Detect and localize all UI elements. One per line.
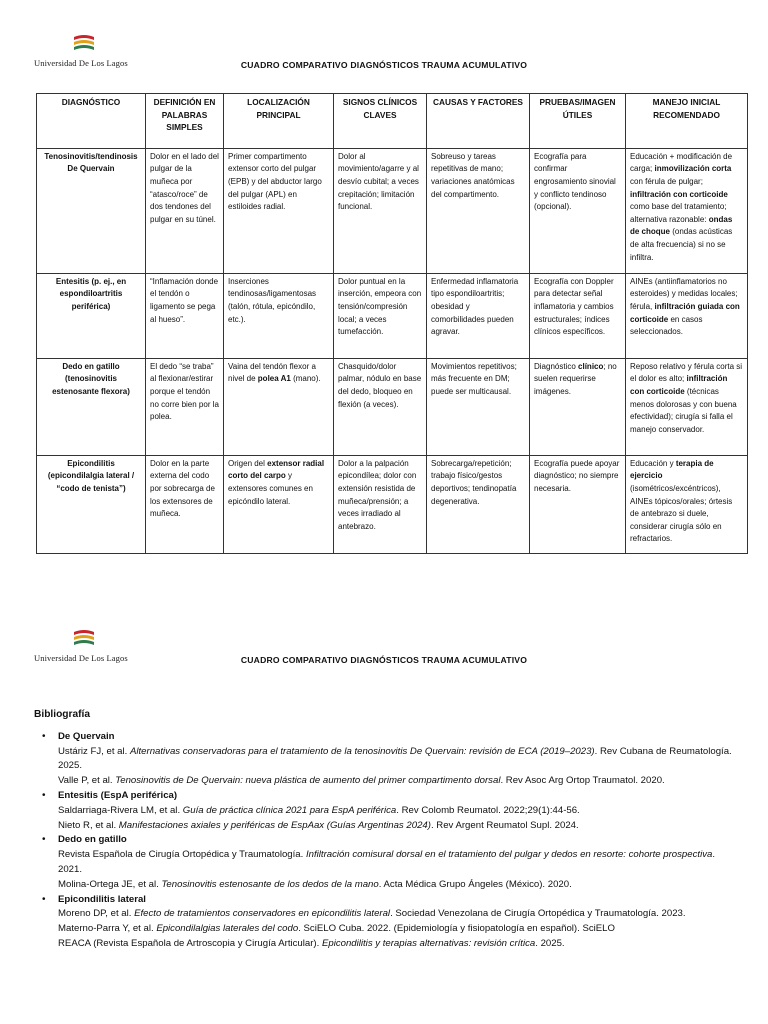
cell-localizacion: Vaina del tendón flexor a nivel de polea A1 (mano). <box>224 358 334 455</box>
bib-reference: Valle P, et al. Tenosinovitis de De Quervain: nueva plástica de aumento del primer compartimento dorsal. Rev Asoc Arg Ortop Traumatol. 2020. <box>58 775 665 787</box>
bib-group-name: • De Quervain <box>58 730 115 742</box>
cell-manejo: AINEs (antiinflamatorios no esteroides) y medidas locales; férula, infiltración guiada con corticoide en casos seleccionados. <box>626 273 748 358</box>
page-title: CUADRO COMPARATIVO DIAGNÓSTICOS TRAUMA ACUMULATIVO <box>240 655 528 665</box>
cell-causas: Movimientos repetitivos; más frecuente en DM; puede ser multicausal. <box>427 358 530 455</box>
cell-diagnostico: Entesitis (p. ej., en espondiloartritis periférica) <box>37 273 146 358</box>
list-item <box>58 833 734 892</box>
bib-reference: Materno-Parra Y, et al. Epicondilalgias laterales del codo. SciELO Cuba. 2022. (Epidemiología y fisiopatología en español). SciELO <box>58 923 615 935</box>
bib-reference: Ustáriz FJ, et al. Alternativas conservadoras para el tratamiento de la tenosinovitis De Quervain: revisión de ECA (2019–2023). Rev Cubana de Reumatología. 2025. <box>58 745 732 772</box>
cell-manejo: Educación + modificación de carga; inmovilización corta con férula de pulgar; infiltración con corticoide como base del tratamiento; alternativa razonable: ondas de choque (ondas acústicas de alta frecuencia) si no se infiltra. <box>626 148 748 273</box>
cell-signos: Dolor puntual en la inserción, empeora con tensión/compresión local; a veces tumefacción. <box>334 273 427 358</box>
table-row <box>37 148 748 273</box>
university-emblem-icon <box>72 32 96 56</box>
cell-diagnostico: Epicondilitis (epicondilalgia lateral / “codo de tenista”) <box>37 455 146 553</box>
bib-reference: REACA (Revista Española de Artroscopia y Cirugía Articular). Epicondilitis y terapias alternativas: revisión crítica. 2025. <box>58 937 565 949</box>
bib-reference: Molina-Ortega JE, et al. Tenosinovitis estenosante de los dedos de la mano. Acta Médica Grupo Ángeles (México). 2020. <box>58 878 572 890</box>
cell-manejo: Educación y terapia de ejercicio (isométricos/excéntricos), AINEs tópicos/orales; órtesis de antebrazo si duele, considerar cirugía sólo en refractarios. <box>626 455 748 553</box>
cell-diagnostico: Dedo en gatillo (tenosinovitis estenosante flexora) <box>37 358 146 455</box>
bibliography-section <box>34 708 734 952</box>
list-item <box>58 789 734 833</box>
col-header-causas: CAUSAS Y FACTORES <box>427 94 530 149</box>
cell-localizacion: Origen del extensor radial corto del carpo y extensores comunes en epicóndilo lateral. <box>224 455 334 553</box>
col-header-diagnostico: DIAGNÓSTICO <box>37 94 146 149</box>
bib-group-name: • Entesitis (EspA periférica) <box>58 789 178 801</box>
cell-definicion: Dolor en el lado del pulgar de la muñeca por “atasco/roce” de dos tendones del pulgar en su túnel. <box>146 148 224 273</box>
list-item <box>58 893 734 952</box>
cell-causas: Sobrecarga/repetición; trabajo físico/gestos deportivos; tendinopatía degenerativa. <box>427 455 530 553</box>
cell-definicion: “Inflamación donde el tendón o ligamento se pega al hueso”. <box>146 273 224 358</box>
bib-reference: Moreno DP, et al. Efecto de tratamientos conservadores en epicondilitis lateral. Sociedad Venezolana de Cirugía Ortopédica y Traumatología. 2023. <box>58 908 686 920</box>
cell-manejo: Reposo relativo y férula corta si el dolor es alto; infiltración con corticoide (técnicas menos dolorosas y con buena efectividad); cirugía si falla el manejo conservador. <box>626 358 748 455</box>
comparison-table <box>36 93 748 554</box>
cell-pruebas: Ecografía con Doppler para detectar señal inflamatoria y cambios estructurales; índices clínicos específicos. <box>530 273 626 358</box>
col-header-localizacion: LOCALIZACIÓN PRINCIPAL <box>224 94 334 149</box>
cell-causas: Enfermedad inflamatoria tipo espondiloartritis; obesidad y comorbilidades pueden agravar. <box>427 273 530 358</box>
cell-pruebas: Ecografía para confirmar engrosamiento sinovial y conflicto tendinoso (opcional). <box>530 148 626 273</box>
col-header-definicion: DEFINICIÓN EN PALABRAS SIMPLES <box>146 94 224 149</box>
cell-signos: Dolor al movimiento/agarre y al desvío cubital; a veces crepitación; limitación funcional. <box>334 148 427 273</box>
page-title: CUADRO COMPARATIVO DIAGNÓSTICOS TRAUMA ACUMULATIVO <box>240 60 528 70</box>
table-row <box>37 455 748 553</box>
col-header-pruebas: PRUEBAS/IMAGEN ÚTILES <box>530 94 626 149</box>
table-row <box>37 273 748 358</box>
table-header-row <box>37 94 748 149</box>
bib-group-name: • Epicondilitis lateral <box>58 893 146 905</box>
bib-group-name: • Dedo en gatillo <box>58 834 127 846</box>
col-header-signos: SIGNOS CLÍNICOS CLAVES <box>334 94 427 149</box>
bibliography-list <box>34 730 734 952</box>
cell-signos: Chasquido/dolor palmar, nódulo en base del dedo, bloqueo en flexión (a veces). <box>334 358 427 455</box>
cell-pruebas: Diagnóstico clínico; no suelen requerirse imágenes. <box>530 358 626 455</box>
cell-causas: Sobreuso y tareas repetitivas de mano; variaciones anatómicas del compartimento. <box>427 148 530 273</box>
university-name: Universidad De Los Lagos <box>34 58 128 68</box>
bib-reference: Saldarriaga-Rivera LM, et al. Guía de práctica clínica 2021 para EspA periférica. Rev Colomb Reumatol. 2022;29(1):44-56. <box>58 804 580 816</box>
bibliography-title: Bibliografía <box>34 709 91 720</box>
university-name: Universidad De Los Lagos <box>34 653 128 663</box>
bib-reference: Nieto R, et al. Manifestaciones axiales y periféricas de EspAax (Guías Argentinas 2024). Rev Argent Reumatol Supl. 2024. <box>58 819 579 831</box>
bib-reference: Revista Española de Cirugía Ortopédica y Traumatología. Infiltración comisural dorsal en el tratamiento del pulgar y dedos en resorte: cohorte prospectiva. 2021. <box>58 849 716 875</box>
cell-definicion: El dedo “se traba” al flexionar/estirar porque el tendón no corre bien por la polea. <box>146 358 224 455</box>
cell-diagnostico: Tenosinovitis/tendinosis De Quervain <box>37 148 146 273</box>
list-item <box>58 730 734 789</box>
cell-pruebas: Ecografía puede apoyar diagnóstico; no siempre necesaria. <box>530 455 626 553</box>
university-emblem-icon <box>72 627 96 651</box>
cell-signos: Dolor a la palpación epicondílea; dolor con extensión resistida de muñeca/prensión; a veces irradiado al antebrazo. <box>334 455 427 553</box>
cell-definicion: Dolor en la parte externa del codo por sobrecarga de los extensores de muñeca. <box>146 455 224 553</box>
col-header-manejo: MANEJO INICIAL RECOMENDADO <box>626 94 748 149</box>
cell-localizacion: Inserciones tendinosas/ligamentosas (talón, rótula, epicóndilo, etc.). <box>224 273 334 358</box>
cell-localizacion: Primer compartimento extensor corto del pulgar (EPB) y del abductor largo del pulgar (APL) en estiloides radial. <box>224 148 334 273</box>
table-row <box>37 358 748 455</box>
